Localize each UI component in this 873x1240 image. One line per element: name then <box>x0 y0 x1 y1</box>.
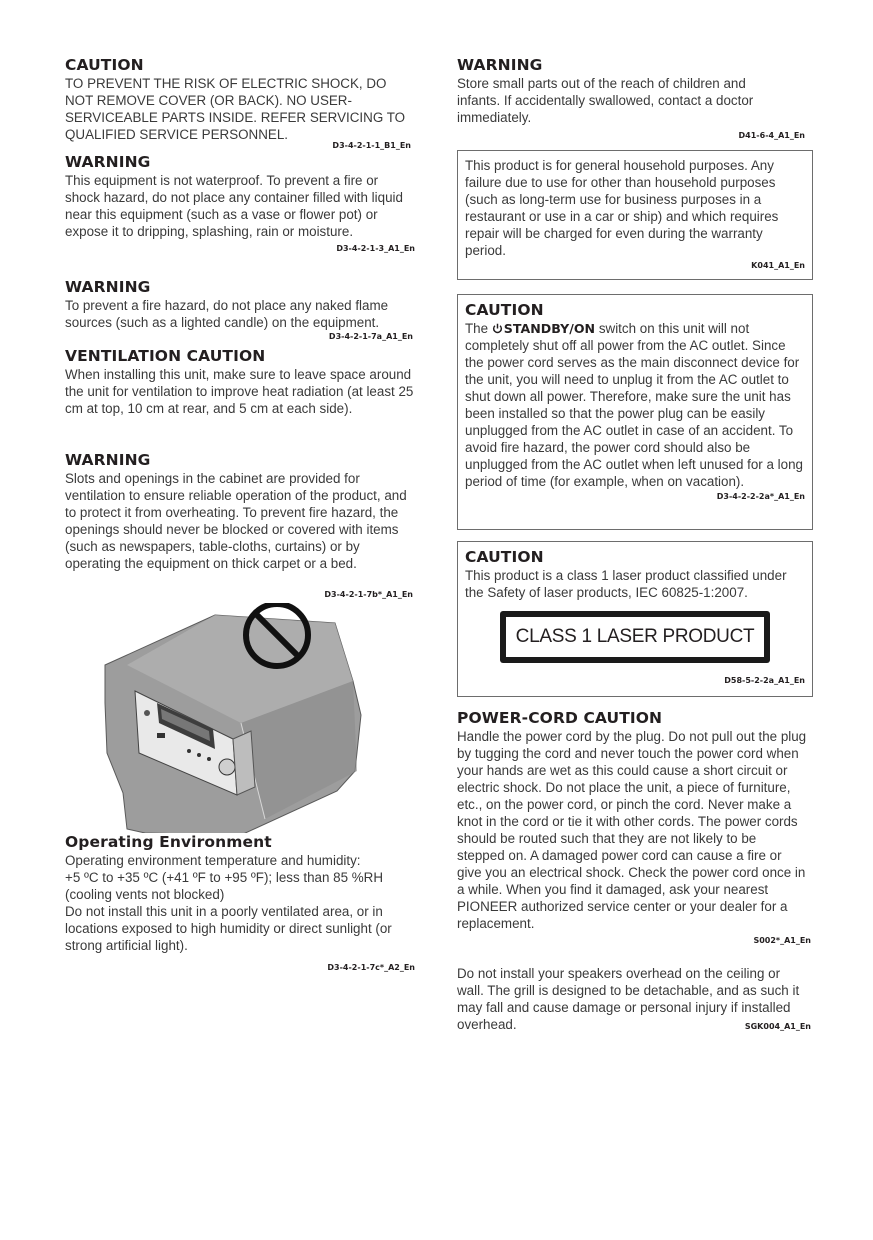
laser-label-text: CLASS 1 LASER PRODUCT <box>506 617 764 657</box>
laser-class-label <box>500 611 770 663</box>
document-code: SGK004_A1_En <box>744 1022 811 1031</box>
standby-on-label <box>492 321 595 336</box>
ventilation-caution-section <box>65 347 415 451</box>
section-title: WARNING <box>65 153 151 171</box>
warning-flame-section <box>65 278 415 347</box>
section-body: To prevent a fire hazard, do not place any naked flame sources (such as a lighted candle) on the equipment. <box>65 298 389 330</box>
section-body: +5 ºC to +35 ºC (+41 ºF to +95 ºF); less than 85 %RH (cooling vents not blocked) <box>65 870 384 902</box>
section-body: Operating environment temperature and humidity: <box>65 853 361 868</box>
document-code: D3-4-2-1-1_B1_En <box>332 141 411 150</box>
section-body: Handle the power cord by the plug. Do not pull out the plug by tugging the cord and never touch the power cord when your hands are wet as this could cause a short circuit or electric shock. Do not place the unit, a piece of furniture, etc., on the power cord, or pinch the cord. Never make a knot in the cord or tie it with other cords. The power cords should be routed such that they are not likely to be stepped on. A damaged power cord can cause a fire or give you an electrical shock. Check the power cord once in a while. When you find it damaged, ask your nearest PIONEER authorized service center or your dealer for a replacement. <box>457 729 807 931</box>
section-body: This product is a class 1 laser product classified under the Safety of laser products, IEC 60825-1:2007. <box>465 568 787 600</box>
power-icon <box>492 323 503 334</box>
section-body <box>465 320 805 490</box>
section-body: This equipment is not waterproof. To prevent a fire or shock hazard, do not place any container filled with liquid near this equipment (such as a vase or flower pot) or expose it to dripping, splashing, rain or moisture. <box>65 173 403 239</box>
section-title: Operating Environment <box>65 833 272 851</box>
section-title: POWER-CORD CAUTION <box>457 709 663 727</box>
section-title: WARNING <box>457 56 543 74</box>
warning-small-parts-section <box>457 56 813 150</box>
document-code: D3-4-2-1-7c*_A2_En <box>327 963 415 972</box>
covered-receiver-image <box>65 603 415 833</box>
section-title: WARNING <box>65 451 151 469</box>
document-code: D3-4-2-1-7a_A1_En <box>328 332 413 341</box>
section-title: WARNING <box>65 278 151 296</box>
standby-on-text: STANDBY/ON <box>503 321 596 336</box>
warning-waterproof-section <box>65 153 415 278</box>
section-body: This product is for general household purposes. Any failure due to use for other than household purposes (such as long-term use for business purposes in a restaurant or use in a car or ship) and which requires repair will be charged for even during the warranty period. <box>465 158 779 258</box>
section-body: Slots and openings in the cabinet are provided for ventilation to ensure reliable operation of the product, and to protect it from overheating. To prevent fire hazard, the openings should never be blocked or covered with items (such as newspapers, table-cloths, curtains) or by operating the equipment on thick carpet or a bed. <box>65 471 407 571</box>
caution-section <box>65 56 415 153</box>
standby-caution-box <box>457 294 813 530</box>
section-body: Do not install this unit in a poorly ventilated area, or in locations exposed to high humidity or direct sunlight (or strong artificial light). <box>65 904 392 953</box>
covered-unit-illustration <box>65 603 415 833</box>
document-code: D3-4-2-1-3_A1_En <box>336 244 415 253</box>
section-title: CAUTION <box>65 56 144 74</box>
document-code: D41-6-4_A1_En <box>738 131 805 140</box>
warning-openings-section <box>65 451 415 603</box>
section-title: VENTILATION CAUTION <box>65 347 266 365</box>
document-code: S002*_A1_En <box>753 936 811 945</box>
left-column <box>65 56 415 973</box>
operating-environment-section <box>65 833 415 973</box>
section-title: CAUTION <box>465 548 544 566</box>
section-body: Store small parts out of the reach of children and infants. If accidentally swallowed, contact a doctor immediately. <box>457 76 754 125</box>
text-prefix: The <box>465 321 492 336</box>
household-notice-box <box>457 150 813 280</box>
document-code: D58-5-2-2a_A1_En <box>724 676 805 685</box>
section-body: When installing this unit, make sure to leave space around the unit for ventilation to improve heat radiation (at least 25 cm at top, 10 cm at rear, and 5 cm at each side). <box>65 367 414 416</box>
document-code: K041_A1_En <box>751 261 805 270</box>
section-title: CAUTION <box>465 301 544 319</box>
section-body: Do not install your speakers overhead on the ceiling or wall. The grill is designed to be detachable, and as such it may fall and cause damage or personal injury if installed overhead. <box>457 966 800 1032</box>
right-column <box>457 56 813 1045</box>
text-body: switch on this unit will not completely shut off all power from the AC outlet. Since the power cord serves as the main disconnect device for the unit, you will need to unplug it from the AC outlet to shut down all power. Therefore, make sure the unit has been installed so that the power plug can be easily unplugged from the AC outlet in case of an accident. To avoid fire hazard, the power cord should also be unplugged from the AC outlet when left unused for a long period of time (for example, when on vacation). <box>465 321 803 489</box>
speaker-installation-section <box>457 965 813 1045</box>
document-code: D3-4-2-1-7b*_A1_En <box>324 590 413 599</box>
laser-caution-box <box>457 541 813 697</box>
section-body: TO PREVENT THE RISK OF ELECTRIC SHOCK, DO NOT REMOVE COVER (OR BACK). NO USER-SERVICEABLE PARTS INSIDE. REFER SERVICING TO QUALIFIED SERVICE PERSONNEL. <box>65 76 406 142</box>
power-cord-caution-section <box>457 709 813 965</box>
document-code: D3-4-2-2-2a*_A1_En <box>716 492 805 501</box>
